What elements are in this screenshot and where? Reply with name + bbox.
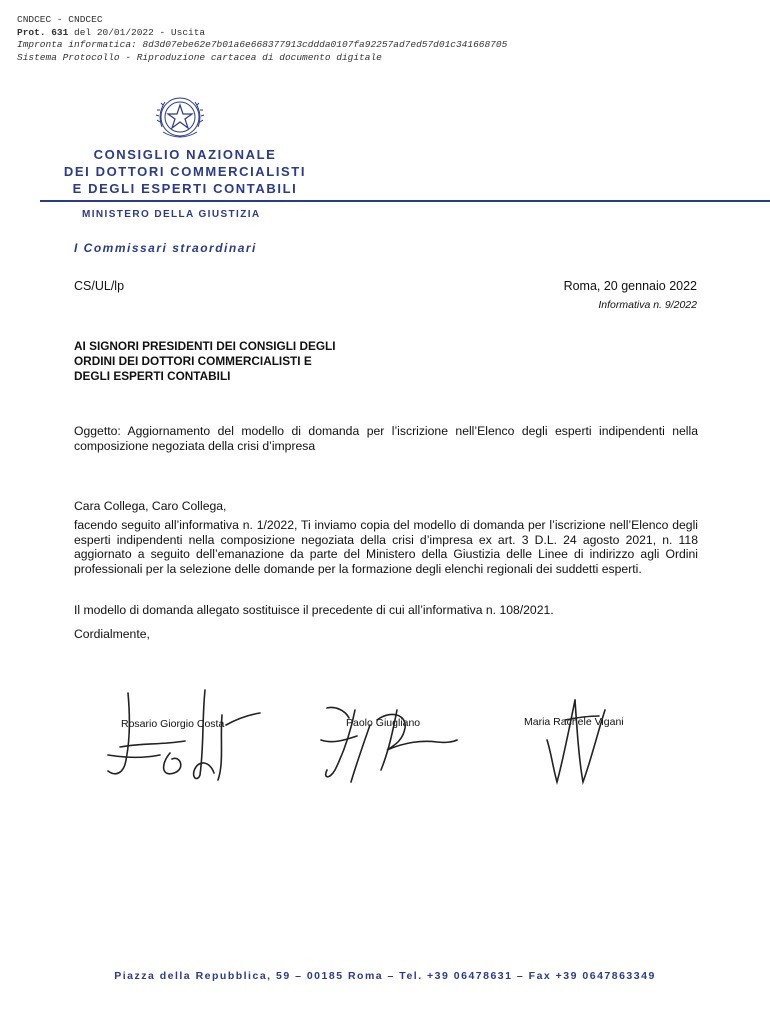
signature-3 [535,690,625,790]
org-line-2: DEI DOTTORI COMMERCIALISTI [63,164,307,179]
body-paragraph-2: Il modello di domanda allegato sostituisce il precedente di cui all’informativa n. 108/2021. [74,603,554,617]
greeting: Cara Collega, Caro Collega, [74,499,227,513]
signatory-name-1: Rosario Giorgio Costa [121,718,225,730]
subject-line: Oggetto: Aggiornamento del modello di domanda per l’iscrizione nell’Elenco degli esperti indipendenti nella composizione negoziata della crisi d’impresa [74,424,698,453]
protocol-date: del 20/01/2022 - Uscita [68,26,206,38]
addressee-line-1: AI SIGNORI PRESIDENTI DEI CONSIGLI DEGLI [74,339,336,353]
protocol-line-1: CNDCEC - CNDCEC [17,14,103,25]
signatory-name-3: Maria Rachele Vigani [524,716,624,728]
addressee-line-3: DEGLI ESPERTI CONTABILI [74,369,231,383]
signatory-name-2: Paolo Giugliano [346,717,421,729]
reference-code: CS/UL/lp [74,279,125,293]
org-line-3: E DEGLI ESPERTI CONTABILI [72,181,298,196]
italian-republic-emblem-icon [153,92,207,144]
protocol-stamp [17,14,507,64]
footer-address: Piazza della Repubblica, 59 – 00185 Roma – Tel. +39 06478631 – Fax +39 0647863349 [114,970,656,982]
addressee-line-2: ORDINI DEI DOTTORI COMMERCIALISTI E [74,354,312,368]
header-divider [40,200,770,202]
protocol-hash: Impronta informatica: 8d3d07ebe62e7b01a6e668377913cddda0107fa92257ad7ed57d01c341668705 [17,39,508,50]
signature-2 [315,700,465,790]
informativa-number: Informativa n. 9/2022 [598,299,697,311]
body-paragraph-1: facendo seguito all’informativa n. 1/2022, Ti inviamo copia del modello di domanda per l’iscrizione nell’Elenco degli esperti indipendenti nella composizione negoziata della crisi d’impresa ex art. 3 D.L. 24 agosto 2021, n. 118 aggiornato a seguito dell’emanazione da parte del Ministero della Giustizia delle Linee di indirizzo agli Ordini professionali per la selezione delle domande per la formazione degli elenchi regionali dei suddetti esperti. [74,518,698,576]
commissari-heading: I Commissari straordinari [74,241,257,255]
addressee-block [74,339,434,384]
organization-name [40,146,330,197]
ministry-label: MINISTERO DELLA GIUSTIZIA [82,209,261,220]
protocol-number: Prot. 631 [17,26,69,38]
protocol-line-2 [17,27,507,40]
org-line-1: CONSIGLIO NAZIONALE [93,147,277,162]
signature-1 [100,685,270,785]
protocol-note: Sistema Protocollo - Riproduzione cartacea di documento digitale [17,51,382,63]
letter-date: Roma, 20 gennaio 2022 [563,279,697,293]
closing: Cordialmente, [74,627,150,641]
